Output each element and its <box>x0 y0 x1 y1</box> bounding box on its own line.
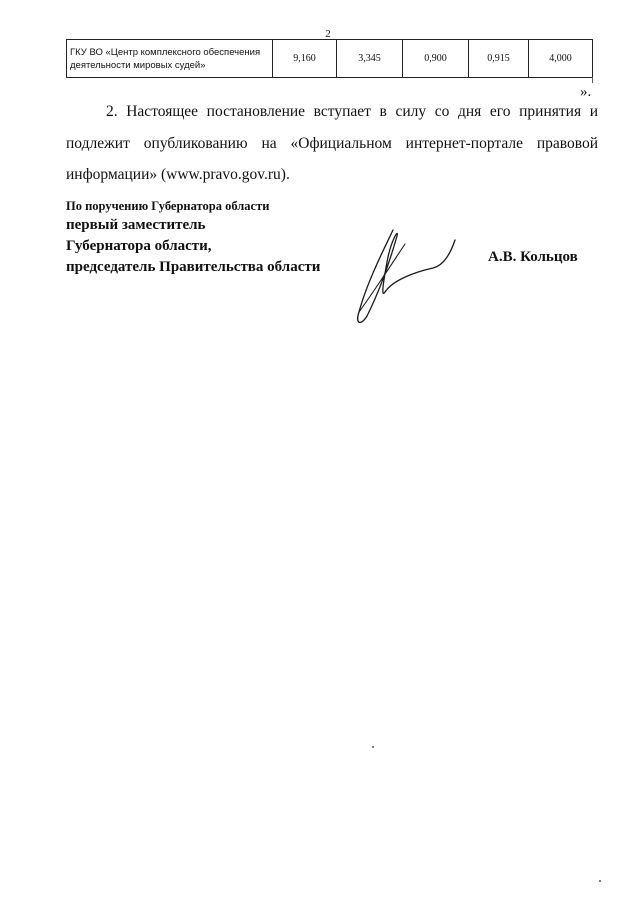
signature-block <box>66 198 366 278</box>
scan-speck <box>599 880 601 882</box>
handwritten-signature <box>345 222 465 332</box>
on-behalf-line: По поручению Губернатора области <box>66 199 270 213</box>
page-number: 2 <box>325 28 331 40</box>
signatory-position-line-1: первый заместитель <box>66 217 206 233</box>
value-cell: 0,915 <box>469 40 529 78</box>
scan-speck <box>372 746 374 748</box>
organization-cell: ГКУ ВО «Центр комплексного обеспечения деятельности мировых судей» <box>67 40 273 78</box>
value-cell: 9,160 <box>273 40 337 78</box>
value-cell: 0,900 <box>403 40 469 78</box>
signatory-name: А.В. Кольцов <box>488 249 578 265</box>
value-cell: 4,000 <box>529 40 593 78</box>
closing-quote: ». <box>580 84 592 100</box>
resolution-paragraph: 2. Настоящее постановление вступает в силу со дня его принятия и подлежит опубликованию на «Официальном интернет-портале правовой информации» (www.pravo.gov.ru). <box>66 103 598 183</box>
table-row <box>67 40 593 78</box>
table-continuation-edge <box>592 77 593 83</box>
signatory-position-line-3: председатель Правительства области <box>66 259 321 275</box>
expense-table <box>66 39 593 78</box>
signatory-position-line-2: Губернатора области, <box>66 238 212 254</box>
value-cell: 3,345 <box>337 40 403 78</box>
